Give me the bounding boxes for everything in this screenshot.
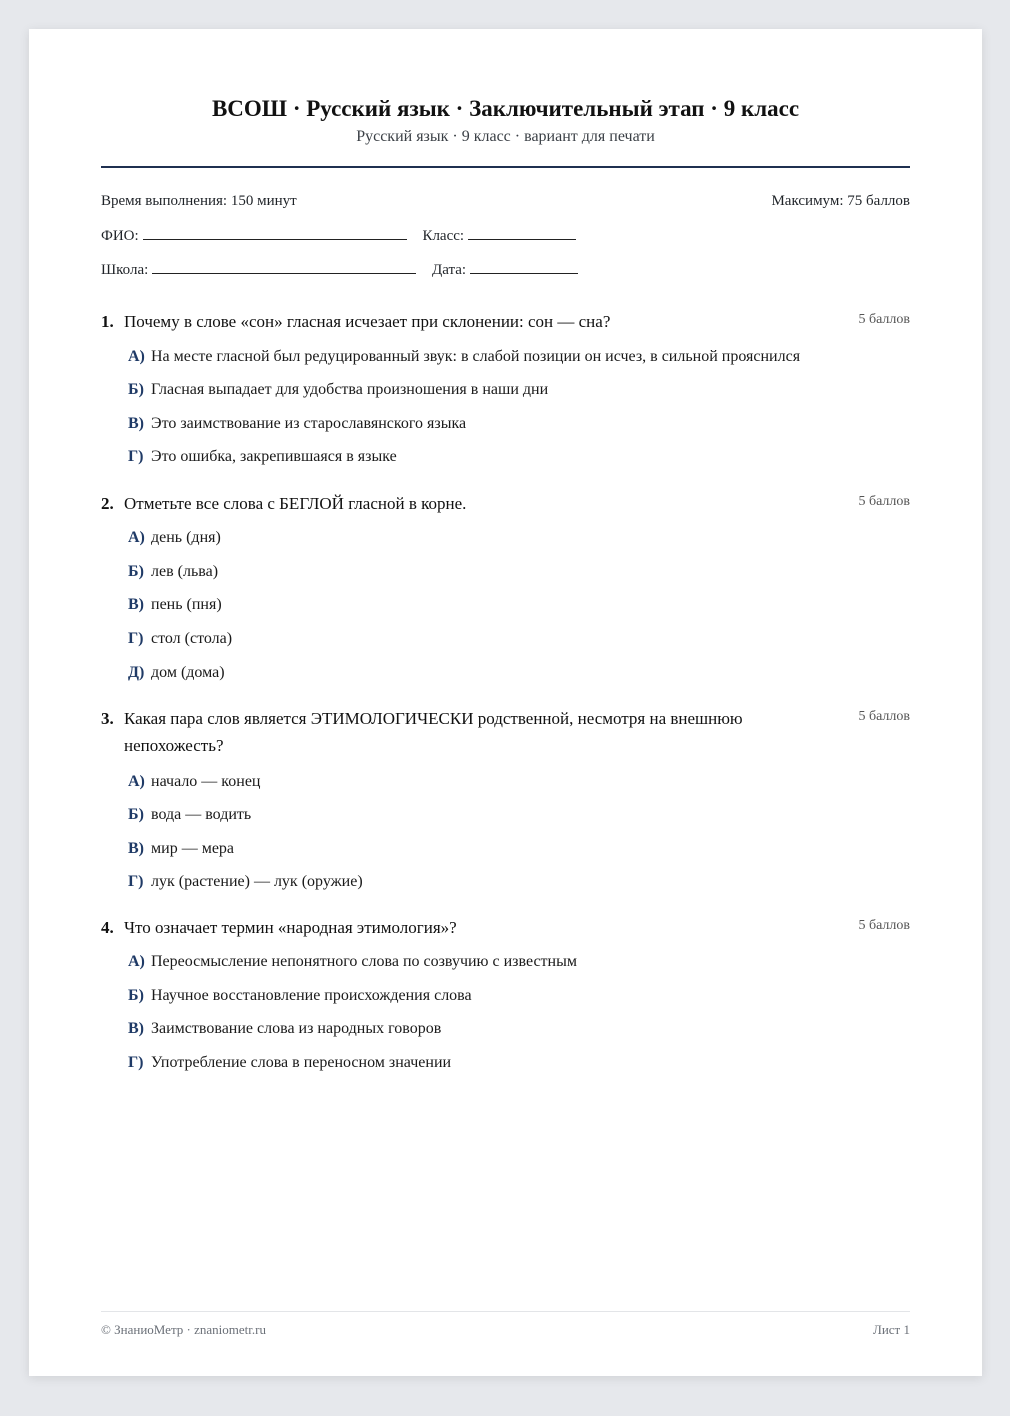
- option-text: Употребление слова в переносном значении: [151, 1054, 452, 1071]
- option-text: день (дня): [151, 529, 221, 546]
- option-text: лук (растение) — лук (оружие): [151, 873, 363, 890]
- option-text: Это заимствование из старославянского языка: [151, 415, 467, 432]
- question-number: 3.: [101, 709, 114, 728]
- answer-option[interactable]: [101, 414, 910, 434]
- class-label: Класс:: [422, 228, 465, 244]
- option-letter: А): [128, 348, 145, 365]
- option-text: Переосмысление непонятного слова по созвучию с известным: [151, 953, 577, 970]
- option-text: Заимствование слова из народных говоров: [151, 1020, 442, 1037]
- answer-option[interactable]: [101, 629, 910, 649]
- option-text: Это ошибка, закрепившаяся в языке: [151, 448, 397, 465]
- sheet-header: [101, 94, 910, 147]
- student-fields-row: [101, 226, 910, 245]
- question-header: [101, 490, 910, 517]
- page-subtitle: Русский язык · 9 класс · вариант для печати: [356, 128, 655, 145]
- question-header: [101, 914, 910, 941]
- footer-divider: [101, 1311, 910, 1312]
- question-4: [101, 914, 910, 1073]
- option-letter: Г): [128, 448, 144, 465]
- option-text: вода — водить: [151, 806, 252, 823]
- question-text: Какая пара слов является ЭТИМОЛОГИЧЕСКИ родственной, несмотря на внешнюю непохожесть?: [124, 709, 743, 755]
- class-field[interactable]: [468, 226, 576, 240]
- option-letter: Д): [128, 664, 145, 681]
- question-points: 5 баллов: [858, 312, 910, 327]
- answer-option[interactable]: [101, 772, 910, 792]
- option-text: начало — конец: [151, 773, 261, 790]
- page-footer: [101, 1322, 910, 1338]
- option-letter: В): [128, 596, 144, 613]
- school-label: Школа:: [101, 262, 149, 278]
- question-text: Что означает термин «народная этимология»?: [124, 918, 457, 937]
- option-text: дом (дома): [151, 664, 225, 681]
- date-field[interactable]: [470, 260, 578, 274]
- answer-option[interactable]: [101, 562, 910, 582]
- fio-field[interactable]: [143, 226, 407, 240]
- option-text: Гласная выпадает для удобства произношения в наши дни: [151, 381, 549, 398]
- option-text: На месте гласной был редуцированный звук: в слабой позиции он исчез, в сильной прояснился: [151, 348, 801, 365]
- fio-label: ФИО:: [101, 228, 139, 244]
- option-letter: В): [128, 415, 144, 432]
- time-limit: Время выполнения: 150 минут: [101, 193, 297, 209]
- answer-option[interactable]: [101, 1053, 910, 1073]
- school-fields-row: [101, 260, 910, 279]
- date-label: Дата:: [432, 262, 467, 278]
- answer-option[interactable]: [101, 1019, 910, 1039]
- answer-option[interactable]: [101, 347, 910, 367]
- option-letter: А): [128, 529, 145, 546]
- option-letter: Г): [128, 630, 144, 647]
- option-text: лев (льва): [151, 563, 219, 580]
- question-number: 1.: [101, 312, 114, 331]
- answer-option[interactable]: [101, 952, 910, 972]
- question-number: 4.: [101, 918, 114, 937]
- answer-option[interactable]: [101, 528, 910, 548]
- answer-option[interactable]: [101, 839, 910, 859]
- option-letter: Г): [128, 873, 144, 890]
- header-divider: [101, 166, 910, 168]
- question-points: 5 баллов: [858, 494, 910, 509]
- exam-meta-row: [101, 193, 910, 210]
- footer-copyright: © ЗнаниоМетр · znaniometr.ru: [101, 1322, 266, 1337]
- option-letter: Б): [128, 806, 144, 823]
- max-score: Максимум: 75 баллов: [771, 193, 910, 209]
- option-letter: Б): [128, 987, 144, 1004]
- school-field[interactable]: [152, 260, 416, 274]
- option-letter: Б): [128, 381, 144, 398]
- question-number: 2.: [101, 494, 114, 513]
- page-title: ВСОШ · Русский язык · Заключительный этап · 9 класс: [211, 96, 800, 121]
- question-text: Отметьте все слова с БЕГЛОЙ гласной в корне.: [124, 494, 467, 513]
- option-letter: А): [128, 953, 145, 970]
- question-points: 5 баллов: [858, 709, 910, 724]
- question-header: [101, 308, 910, 335]
- question-1: [101, 308, 910, 467]
- option-text: Научное восстановление происхождения слова: [151, 987, 472, 1004]
- question-3: [101, 705, 910, 892]
- option-text: пень (пня): [151, 596, 222, 613]
- question-header: [101, 705, 910, 759]
- answer-option[interactable]: [101, 595, 910, 615]
- answer-option[interactable]: [101, 805, 910, 825]
- answer-option[interactable]: [101, 663, 910, 683]
- option-letter: В): [128, 1020, 144, 1037]
- answer-option[interactable]: [101, 986, 910, 1006]
- exam-sheet: [29, 29, 982, 1376]
- option-letter: В): [128, 840, 144, 857]
- answer-option[interactable]: [101, 447, 910, 467]
- option-letter: Б): [128, 563, 144, 580]
- answer-option[interactable]: [101, 872, 910, 892]
- option-letter: Г): [128, 1054, 144, 1071]
- question-points: 5 баллов: [858, 918, 910, 933]
- question-text: Почему в слове «сон» гласная исчезает при склонении: сон — сна?: [124, 312, 611, 331]
- option-text: стол (стола): [151, 630, 233, 647]
- option-text: мир — мера: [151, 840, 235, 857]
- answer-option[interactable]: [101, 380, 910, 400]
- option-letter: А): [128, 773, 145, 790]
- sheet-number: Лист 1: [873, 1322, 910, 1337]
- question-2: [101, 490, 910, 683]
